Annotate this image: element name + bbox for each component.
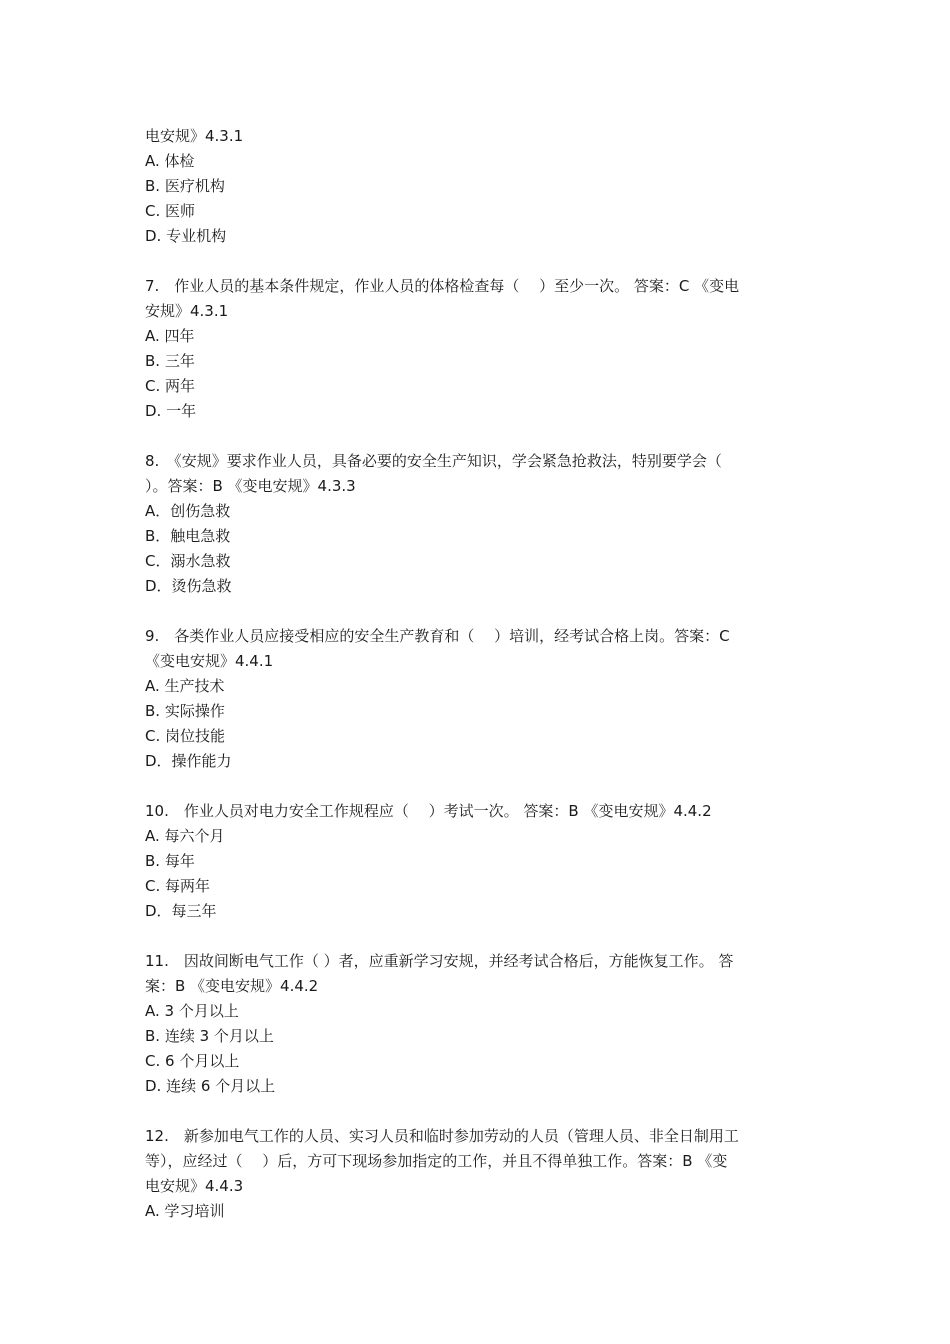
option-b: B. 三年 bbox=[145, 352, 195, 370]
option-c: C. 每两年 bbox=[145, 877, 211, 895]
option-b: B. 连续 3 个月以上 bbox=[145, 1027, 274, 1045]
question-9 bbox=[145, 624, 813, 774]
question-text-line: 等），应经过（ ）后，方可下现场参加指定的工作，并且不得单独工作。答案：B 《变 bbox=[145, 1152, 728, 1170]
question-7 bbox=[145, 274, 813, 424]
option-d: D. 一年 bbox=[145, 402, 197, 420]
question-8 bbox=[145, 449, 813, 599]
option-a: A. 每六个月 bbox=[145, 827, 225, 845]
option-a: A. 3 个月以上 bbox=[145, 1002, 239, 1020]
question-11 bbox=[145, 949, 813, 1099]
option-a: A. 生产技术 bbox=[145, 677, 225, 695]
option-d: D．烫伤急救 bbox=[145, 577, 232, 595]
document-body bbox=[145, 124, 813, 1249]
option-a: A．创伤急救 bbox=[145, 502, 231, 520]
question-6-continuation bbox=[145, 124, 813, 249]
option-d: D. 连续 6 个月以上 bbox=[145, 1077, 276, 1095]
question-text-line: 《变电安规》4.4.1 bbox=[145, 652, 274, 670]
question-text-line: 7. 作业人员的基本条件规定，作业人员的体格检查每（ ）至少一次。 答案：C 《变电 bbox=[145, 277, 740, 295]
question-text-line: 11. 因故间断电气工作（ ）者，应重新学习安规，并经考试合格后，方能恢复工作。 答 bbox=[145, 952, 734, 970]
question-text-line: 12. 新参加电气工作的人员、实习人员和临时参加劳动的人员（管理人员、非全日制用工 bbox=[145, 1127, 739, 1145]
option-c: C. 两年 bbox=[145, 377, 196, 395]
option-b: B. 每年 bbox=[145, 852, 195, 870]
question-text-line: 10. 作业人员对电力安全工作规程应（ ）考试一次。 答案：B 《变电安规》4.4.2 bbox=[145, 802, 712, 820]
question-text-line: 8. 《安规》要求作业人员，具备必要的安全生产知识，学会紧急抢救法，特别要学会（ bbox=[145, 452, 722, 470]
question-text-line: ）。答案：B 《变电安规》4.3.3 bbox=[145, 477, 356, 495]
option-d: D. 专业机构 bbox=[145, 227, 227, 245]
question-text-line: 电安规》4.3.1 bbox=[145, 127, 244, 145]
option-d: D．每三年 bbox=[145, 902, 217, 920]
question-text-line: 案：B 《变电安规》4.4.2 bbox=[145, 977, 319, 995]
option-a: A. 学习培训 bbox=[145, 1202, 225, 1220]
option-a: A. 体检 bbox=[145, 152, 195, 170]
question-text-line: 电安规》4.4.3 bbox=[145, 1177, 244, 1195]
option-b: B. 实际操作 bbox=[145, 702, 225, 720]
option-a: A. 四年 bbox=[145, 327, 195, 345]
option-c: C. 岗位技能 bbox=[145, 727, 226, 745]
question-text-line: 安规》4.3.1 bbox=[145, 302, 229, 320]
option-b: B. 医疗机构 bbox=[145, 177, 225, 195]
option-d: D．操作能力 bbox=[145, 752, 232, 770]
option-c: C. 医师 bbox=[145, 202, 196, 220]
option-b: B．触电急救 bbox=[145, 527, 231, 545]
question-text-line: 9. 各类作业人员应接受相应的安全生产教育和（ ）培训，经考试合格上岗。答案：C bbox=[145, 627, 730, 645]
option-c: C. 6 个月以上 bbox=[145, 1052, 240, 1070]
question-10 bbox=[145, 799, 813, 924]
question-12 bbox=[145, 1124, 813, 1224]
option-c: C．溺水急救 bbox=[145, 552, 231, 570]
